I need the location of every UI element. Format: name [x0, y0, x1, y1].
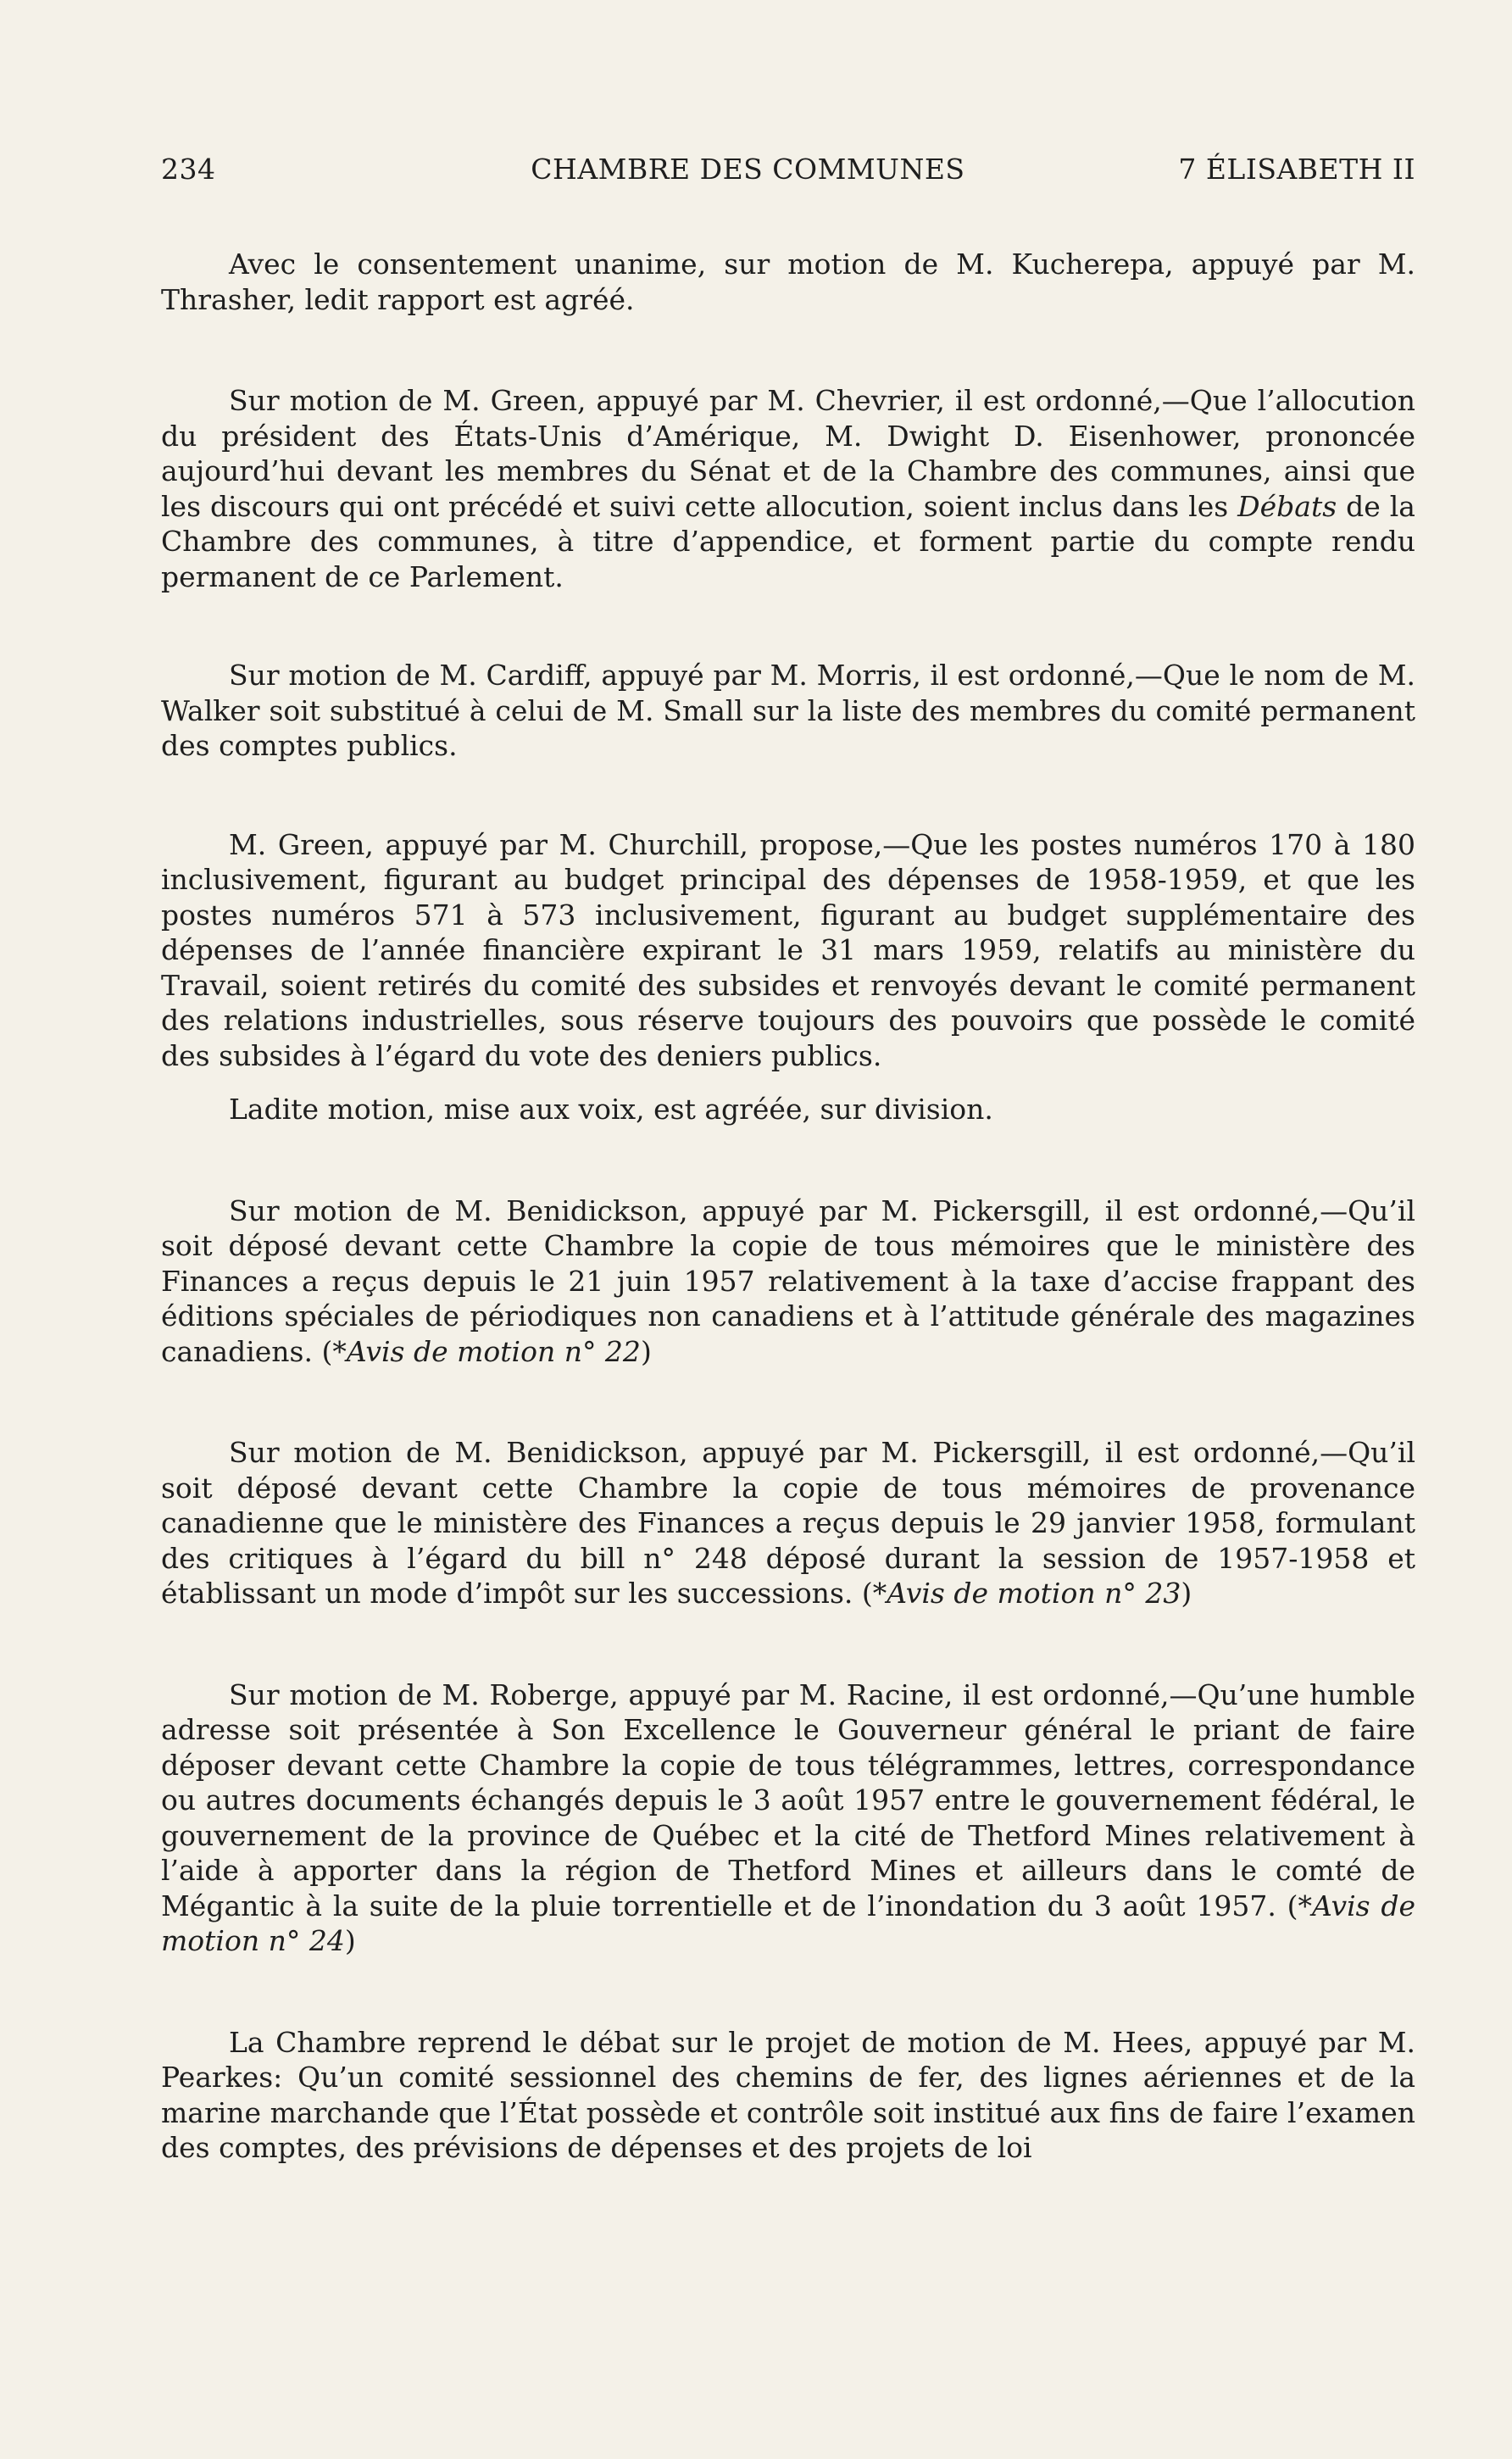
paragraph-benidickson-motion-22: Sur motion de M. Benidickson, appuyé par M. Pickersgill, il est ordonné,—Qu’il soit déposé devant cette Chambre la copie de tous mémoires que le ministère des Finances a reçus depuis le 21 juin 1957 relativement à la taxe d’accise frappant des éditions spéciales de périodiques non canadiens et à l’attitude générale des magazines canadiens. (*Avis de motion n° 22): [161, 1193, 1415, 1368]
paragraph-hees-debate: La Chambre reprend le débat sur le projet de motion de M. Hees, appuyé par M. Pearkes: Qu’un comité sessionnel des chemins de fer, des lignes aériennes et de la marine marchande que l’État possède et contrôle soit institué aux fins de faire l’examen des comptes, des prévisions de dépenses et des projets de loi: [161, 2025, 1415, 2164]
session-label: 7 ÉLISABETH II: [1178, 153, 1415, 186]
paragraph-cardiff-motion: Sur motion de M. Cardiff, appuyé par M. Morris, il est ordonné,—Que le nom de M. Walker soit substitué à celui de M. Small sur la liste des membres du comité permanent des comptes publics.: [161, 659, 1415, 762]
paragraph-motion-agreed: Ladite motion, mise aux voix, est agréée, sur division.: [229, 1093, 993, 1126]
journal-title: CHAMBRE DES COMMUNES: [531, 153, 965, 186]
paragraph-benidickson-motion-23: Sur motion de M. Benidickson, appuyé par M. Pickersgill, il est ordonné,—Qu’il soit déposé devant cette Chambre la copie de tous mémoires de provenance canadienne que le ministère des Finances a reçus depuis le 29 janvier 1958, formulant des critiques à l’égard du bill n° 248 déposé durant la session de 1957-1958 et établissant un mode d’impôt sur les successions. (*Avis de motion n° 23): [161, 1436, 1415, 1610]
paragraph-kucherepa-report: Avec le consentement unanime, sur motion de M. Kucherepa, appuyé par M. Thrasher, ledit rapport est agréé.: [161, 248, 1415, 316]
document-page: [161, 153, 1415, 2166]
paragraph-eisenhower-address: Sur motion de M. Green, appuyé par M. Chevrier, il est ordonné,—Que l’allocution du président des États-Unis d’Amérique, M. Dwight D. Eisenhower, prononcée aujourd’hui devant les membres du Sénat et de la Chambre des communes, ainsi que les discours qui ont précédé et suivi cette allocution, soient inclus dans les Débats de la Chambre des communes, à titre d’appendice, et forment partie du compte rendu permanent de ce Parlement.: [161, 384, 1415, 593]
paragraph-roberge-motion-24: Sur motion de M. Roberge, appuyé par M. Racine, il est ordonné,—Qu’une humble adresse soit présentée à Son Excellence le Gouverneur général le priant de faire déposer devant cette Chambre la copie de tous télégrammes, lettres, correspondance ou autres documents échangés depuis le 3 août 1957 entre le gouvernement fédéral, le gouvernement de la province de Québec et la cité de Thetford Mines relativement à l’aide à apporter dans la région de Thetford Mines et ailleurs dans le comté de Mégantic à la suite de la pluie torrentielle et de l’inondation du 3 août 1957. (*Avis de motion n° 24): [161, 1677, 1415, 1957]
page-header: [161, 153, 1415, 186]
page-number: 234: [161, 153, 216, 186]
paragraph-green-motion: M. Green, appuyé par M. Churchill, propose,—Que les postes numéros 170 à 180 inclusivement, figurant au budget principal des dépenses de 1958-1959, et que les postes numéros 571 à 573 inclusivement, figurant au budget supplémentaire des dépenses de l’année financière expirant le 31 mars 1959, relatifs au ministère du Travail, soient retirés du comité des subsides et renvoyés devant le comité permanent des relations industrielles, sous réserve toujours des pouvoirs que possède le comité des subsides à l’égard du vote des deniers publics.: [161, 827, 1415, 1072]
